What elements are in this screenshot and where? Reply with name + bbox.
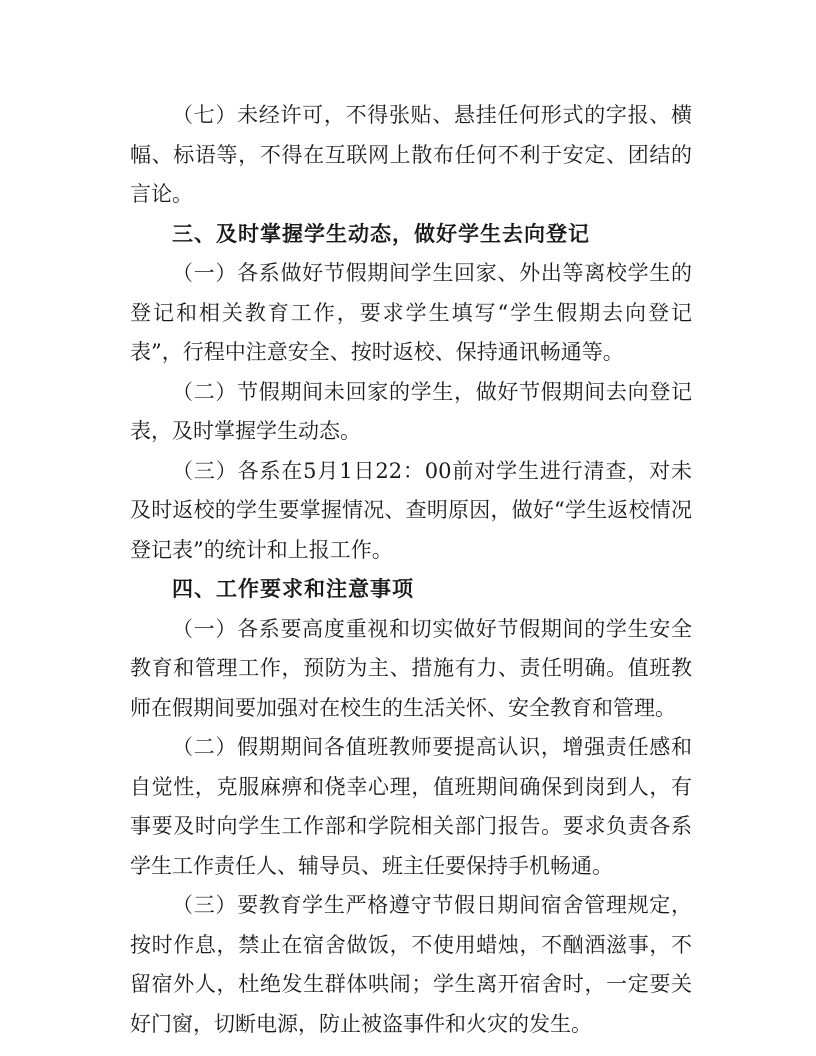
section-heading-4: 四、工作要求和注意事项: [172, 577, 414, 601]
paragraph-4-1-safety-management: （一）各系要高度重视和切实做好节假期间的学生安全教育和管理工作，预防为主、措施有力、责任明确。值班教师在假期间要加强对在校生的生活关怀、安全教育和管理。: [130, 616, 692, 720]
paragraph-7-unauthorized-posting: （七）未经许可，不得张贴、悬挂任何形式的字报、横幅、标语等，不得在互联网上散布任何不利于安定、团结的言论。: [130, 103, 692, 206]
paragraph-3-2-students-not-home: （二）节假期间未回家的学生，做好节假期间去向登记表，及时掌握学生动态。: [130, 379, 692, 443]
paragraph-4-3-dorm-rules: （三）要教育学生严格遵守节假日期间宿舍管理规定，按时作息，禁止在宿舍做饭，不使用蜡烛，不酗酒滋事，不留宿外人，杜绝发生群体哄闹；学生离开宿舍时，一定要关好门窗，切断电源，防止被盗事件和火灾的发生。: [130, 893, 692, 1036]
paragraph-4-2-duty-teachers: （二）假期期间各值班教师要提高认识，增强责任感和自觉性，克服麻痹和侥幸心理，值班期间确保到岗到人，有事要及时向学生工作部和学院相关部门报告。要求负责各系学生工作责任人、辅导员、班主任要保持手机畅通。: [130, 735, 692, 878]
document-body: [130, 96, 692, 1044]
section-heading-3: 三、及时掌握学生动态，做好学生去向登记: [172, 221, 590, 246]
paragraph-3-3-return-check: （三）各系在5月1日22：00前对学生进行清查，对未及时返校的学生要掌握情况、查明原因，做好“学生返校情况登记表”的统计和上报工作。: [130, 458, 692, 562]
paragraph-3-1-registration: （一）各系做好节假期间学生回家、外出等离校学生的登记和相关教育工作，要求学生填写“学生假期去向登记表”，行程中注意安全、按时返校、保持通讯畅通等。: [130, 261, 692, 364]
